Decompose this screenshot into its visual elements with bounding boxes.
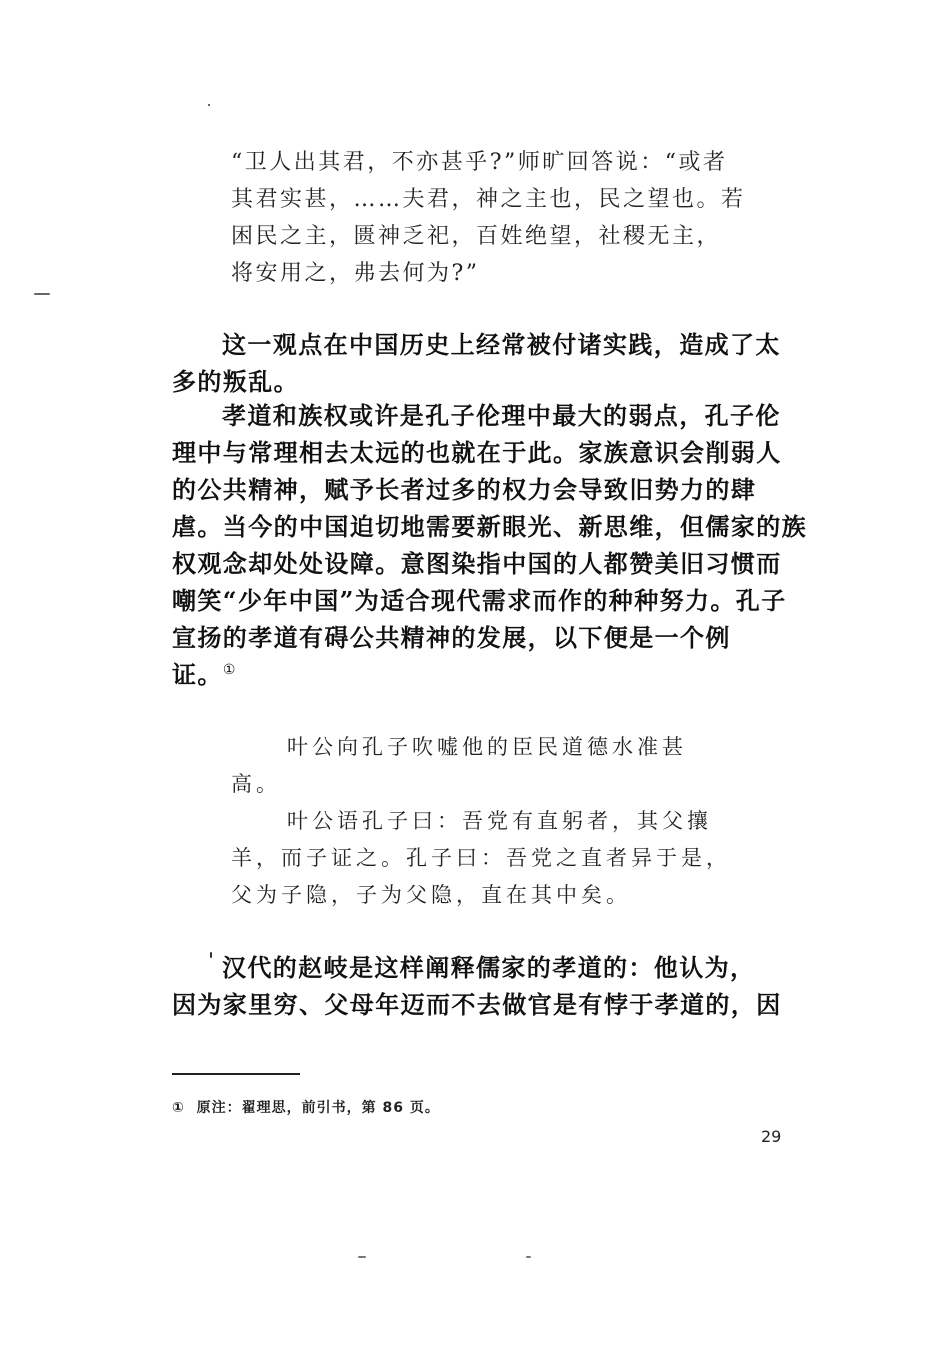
paragraph-2-line-7: 宣扬的孝道有碍公共精神的发展，以下便是一个例 <box>172 623 731 652</box>
quote-1-line-3: 困民之主，匮神乏祀，百姓绝望，社稷无主， <box>231 224 722 249</box>
paragraph-2-line-5: 权观念却处处设障。意图染指中国的人都赞美旧习惯而 <box>172 549 782 578</box>
scan-speck <box>526 1256 531 1258</box>
footnote-ref-marker[interactable]: ① <box>222 662 237 678</box>
paragraph-2-line-8-text: 证。 <box>172 660 223 689</box>
paragraph-2-line-1: 孝道和族权或许是孔子伦理中最大的弱点，孔子伦 <box>222 401 781 430</box>
paragraph-2-line-6: 嘲笑“少年中国”为适合现代需求而作的种种努力。孔子 <box>172 586 787 615</box>
paragraph-3-line-1: 汉代的赵岐是这样阐释儒家的孝道的：他认为， <box>222 953 756 982</box>
quote-1-line-4: 将安用之，弗去何为?” <box>231 261 480 286</box>
quote-2-line-5: 父为子隐，子为父隐，直在其中矣。 <box>231 883 631 907</box>
paragraph-1-line-2: 多的叛乱。 <box>172 367 299 396</box>
footnote-divider <box>172 1073 300 1075</box>
quote-1-line-1: “卫人出其君，不亦甚乎?”师旷回答说：“或者 <box>231 150 728 175</box>
paragraph-1-line-1: 这一观点在中国历史上经常被付诸实践，造成了太 <box>222 330 781 359</box>
page-number: 29 <box>761 1127 782 1146</box>
scan-speck <box>34 293 50 295</box>
quote-2-line-3: 叶公语孔子曰：吾党有直躬者，其父攘 <box>287 809 712 833</box>
quote-2-line-2: 高。 <box>231 772 281 796</box>
paragraph-2-line-8 <box>172 660 237 689</box>
footnote-text: ① 原注：翟理思，前引书，第 86 页。 <box>172 1100 440 1116</box>
scan-speck <box>358 1256 366 1258</box>
quote-2-line-1: 叶公向孔子吹嘘他的臣民道德水准甚 <box>287 735 687 759</box>
paragraph-3-line-2: 因为家里穷、父母年迈而不去做官是有悖于孝道的，因 <box>172 990 782 1019</box>
quote-1-line-2: 其君实甚，……夫君，神之主也，民之望也。若 <box>231 187 746 212</box>
paragraph-2-line-3: 的公共精神，赋予长者过多的权力会导致旧势力的肆 <box>172 475 757 504</box>
scan-speck <box>210 952 212 958</box>
quote-2-line-4: 羊，而子证之。孔子曰：吾党之直者异于是， <box>231 846 731 870</box>
paragraph-2-line-4: 虐。当今的中国迫切地需要新眼光、新思维，但儒家的族 <box>172 512 807 541</box>
paragraph-2-line-2: 理中与常理相去太远的也就在于此。家族意识会削弱人 <box>172 438 782 467</box>
scan-speck <box>208 104 210 106</box>
